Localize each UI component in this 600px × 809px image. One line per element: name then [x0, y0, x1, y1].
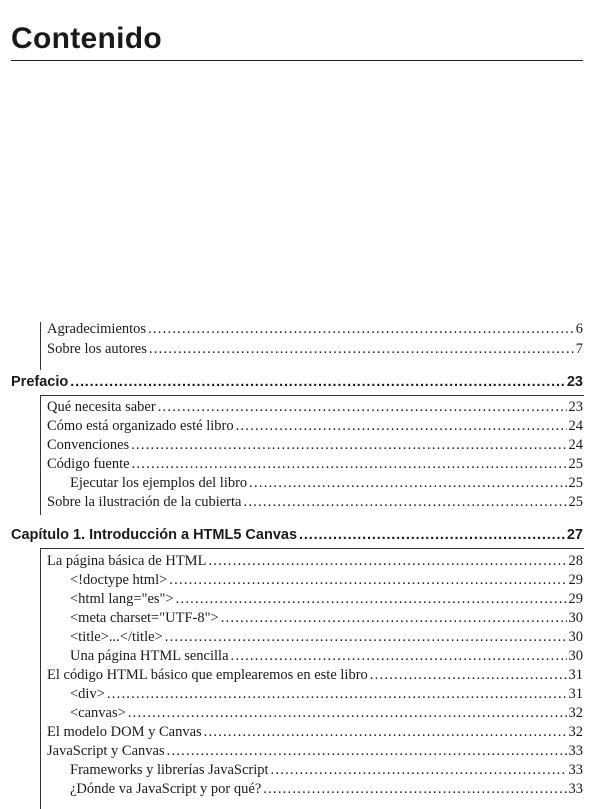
toc-entry-donde-va-javascript[interactable]: ¿Dónde va JavaScript y por qué? . . . 33	[70, 781, 583, 801]
toc-entry-javascript-canvas[interactable]: JavaScript y Canvas . . . 33	[47, 743, 583, 763]
toc-chapter-1[interactable]: Capítulo 1. Introducción a HTML5 Canvas . . . 27	[11, 527, 583, 547]
toc-entry-como-esta-organizado[interactable]: Cómo está organizado esté libro . . . 24	[47, 418, 583, 438]
section-bracket-front	[40, 322, 41, 370]
toc-entry-ejecutar-ejemplos[interactable]: Ejecutar los ejemplos del libro . . . 25	[70, 475, 583, 495]
toc-entry-canvas[interactable]: <canvas> . . . 32	[70, 705, 583, 725]
section-rule-prefacio	[40, 395, 584, 396]
toc-entry-title-tag[interactable]: <title>...</title> . . . 30	[70, 629, 583, 649]
toc-chapter-prefacio[interactable]: Prefacio . . . 23	[11, 374, 583, 394]
toc-entry-agradecimientos[interactable]: Agradecimientos . . . 6	[47, 321, 583, 341]
toc-entry-modelo-dom[interactable]: El modelo DOM y Canvas . . . 32	[47, 724, 583, 744]
toc-entry-html-lang[interactable]: <html lang="es"> . . . 29	[70, 591, 583, 611]
section-rule-chapter-1	[40, 548, 584, 549]
toc-entry-convenciones[interactable]: Convenciones . . . 24	[47, 437, 583, 457]
section-bracket-prefacio	[40, 395, 41, 515]
toc-entry-codigo-html-basico[interactable]: El código HTML básico que emplearemos en este libro . . . 31	[47, 667, 583, 687]
page-title: Contenido	[11, 22, 163, 55]
toc-entry-pagina-html-sencilla[interactable]: Una página HTML sencilla . . . 30	[70, 648, 583, 668]
toc-entry-frameworks[interactable]: Frameworks y librerías JavaScript . . . 33	[70, 762, 583, 782]
toc-entry-meta-charset[interactable]: <meta charset="UTF-8"> . . . 30	[70, 610, 583, 630]
section-bracket-chapter-1	[40, 548, 41, 809]
toc-entry-doctype[interactable]: <!doctype html> . . . 29	[70, 572, 583, 592]
title-divider	[11, 60, 583, 61]
toc-entry-sobre-autores[interactable]: Sobre los autores . . . 7	[47, 341, 583, 361]
toc-entry-que-necesita-saber[interactable]: Qué necesita saber . . . 23	[47, 399, 583, 419]
toc-entry-ilustracion-cubierta[interactable]: Sobre la ilustración de la cubierta . . . 25	[47, 494, 583, 514]
toc-entry-div[interactable]: <div> . . . 31	[70, 686, 583, 706]
toc-entry-pagina-basica-html[interactable]: La página básica de HTML . . . 28	[47, 553, 583, 573]
toc-entry-codigo-fuente[interactable]: Código fuente . . . 25	[47, 456, 583, 476]
